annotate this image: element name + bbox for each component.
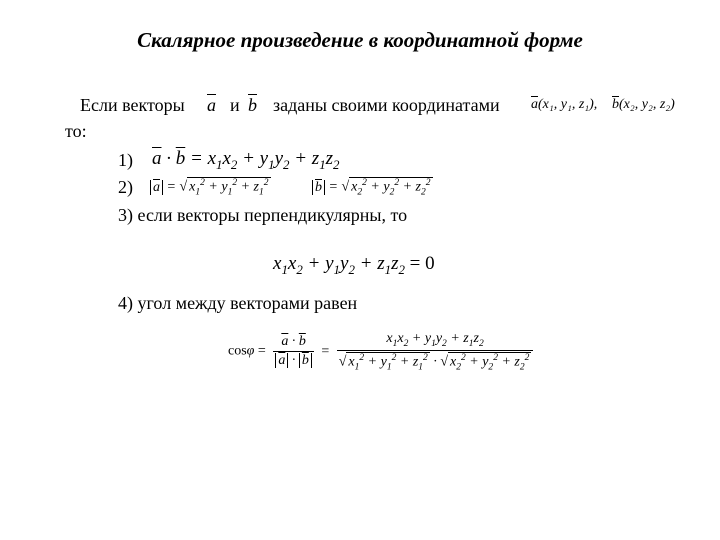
formula-dot-product: $\overline{a} \cdot \overline{b} = x_1x_2 + y_1y_2 + z_1z_2$ xyxy=(152,148,340,172)
intro-text: Если векторы xyxy=(80,95,185,115)
vector-a-label: $\overline{a}$ xyxy=(207,95,216,115)
item-4-text: угол между векторами равен xyxy=(137,293,358,313)
coords-b: $\overline{b}(x_2$, y₂, z₂) xyxy=(612,97,675,112)
coords-a: $\overline{a}(x_1$, y₁, z₁), xyxy=(531,97,598,112)
item-4 xyxy=(118,293,357,314)
page-title: Скалярное произведение в координатной форме xyxy=(137,28,583,52)
item-3 xyxy=(118,205,407,226)
item-4-number: 4) xyxy=(118,293,133,313)
formula-perpendicular: $x_1x_2 + y_1y_2 + z_1z_2 = 0$ xyxy=(273,253,435,277)
formula-norm-b: $\overline{b}$ = √ $x_2^2 + y_2^2 + z_2^2$ xyxy=(312,177,433,197)
item-3-number: 3) xyxy=(118,205,133,225)
intro-then: то: xyxy=(65,121,87,141)
intro-given-coords: заданы своими координатами xyxy=(273,95,500,115)
vector-b-label: $\overline{b}$ xyxy=(248,95,257,115)
item-2-number: 2) xyxy=(118,177,133,197)
formula-cosine: cosφ = $\frac{\overline{a} \cdot \overline{b}}{\overline{a} \cdot \overline{b}}$ = $\frac{x_1x_2 + y_1y_2 + z_1z_2}{√ x_1^2 + y_1^2 + z_1^2 \cdot √ x_2^2 + y_2^2 + z_2^2}$ xyxy=(228,331,533,372)
intro-and: и xyxy=(230,95,240,115)
item-3-text: если векторы перпендикулярны, то xyxy=(137,205,408,225)
item-1-number: 1) xyxy=(118,150,133,170)
formula-norm-a: $\overline{a}$ = √ $x_1^2 + y_1^2 + z_1^2$ xyxy=(150,177,271,197)
